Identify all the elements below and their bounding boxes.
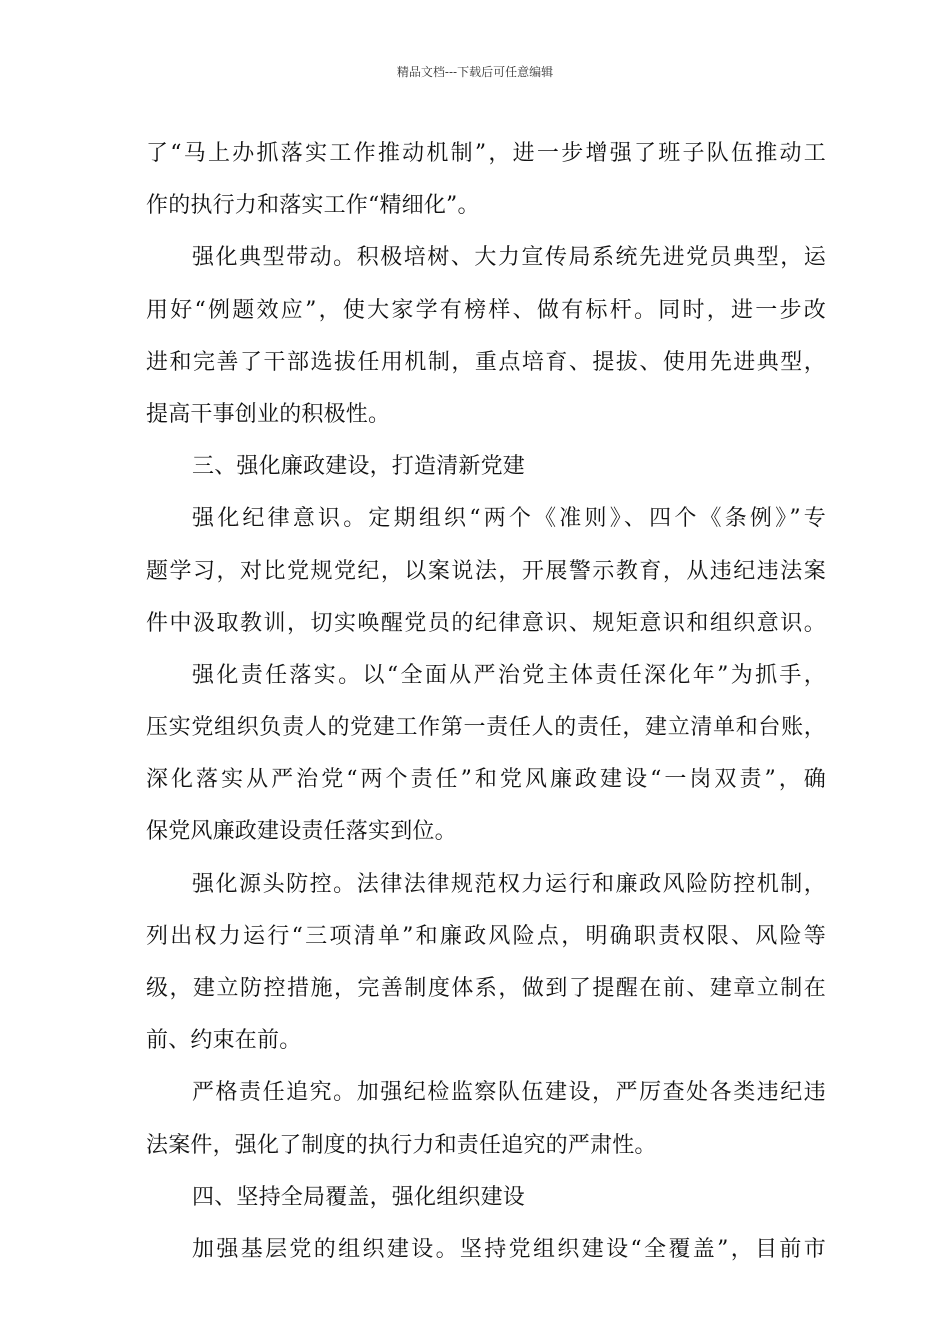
text-line: 强化源头防控。法律法律规范权力运行和廉政风险防控机制， (192, 871, 826, 897)
text-line: 进和完善了干部选拔任用机制，重点培育、提拔、使用先进典型， (146, 349, 826, 375)
text-line: 提高干事创业的积极性。 (146, 401, 391, 427)
text-line: 列出权力运行“三项清单”和廉政风险点，明确职责权限、风险等 (146, 923, 826, 949)
text-line: 前、约束在前。 (146, 1028, 302, 1054)
text-line: 深化落实从严治党“两个责任”和党风廉政建设“一岗双责”，确 (146, 767, 826, 793)
text-line: 了“马上办抓落实工作推动机制”，进一步增强了班子队伍推动工 (146, 141, 826, 166)
text-line: 法案件，强化了制度的执行力和责任追究的严肃性。 (146, 1132, 657, 1158)
text-line: 强化责任落实。以“全面从严治党主体责任深化年”为抓手， (192, 662, 826, 688)
page-header: 精品文档---下载后可任意编辑 (396, 65, 554, 79)
text-line: 用好“例题效应”，使大家学有榜样、做有标杆。同时，进一步改 (146, 297, 826, 323)
text-line: 级，建立防控措施，完善制度体系，做到了提醒在前、建章立制在 (146, 976, 826, 1001)
text-line: 三、强化廉政建设，打造清新党建 (192, 454, 526, 480)
text-line: 强化纪律意识。定期组织“两个《准则》、四个《条例》”专 (192, 506, 826, 532)
text-line: 强化典型带动。积极培树、大力宣传局系统先进党员典型，运 (192, 245, 826, 271)
text-line: 四、坚持全局覆盖，强化组织建设 (192, 1184, 526, 1210)
text-line: 压实党组织负责人的党建工作第一责任人的责任，建立清单和台账， (146, 715, 826, 741)
text-line: 件中汲取教训，切实唤醒党员的纪律意识、规矩意识和组织意识。 (146, 610, 826, 636)
text-line: 题学习，对比党规党纪，以案说法，开展警示教育，从违纪违法案 (146, 558, 826, 584)
document-body (146, 128, 826, 1276)
text-line: 严格责任追究。加强纪检监察队伍建设，严厉查处各类违纪违 (192, 1080, 826, 1106)
text-line: 作的执行力和落实工作“精细化”。 (146, 193, 480, 219)
text-line: 保党风廉政建设责任落实到位。 (146, 819, 457, 845)
text-line: 加强基层党的组织建设。坚持党组织建设“全覆盖”，目前市 (192, 1236, 826, 1262)
